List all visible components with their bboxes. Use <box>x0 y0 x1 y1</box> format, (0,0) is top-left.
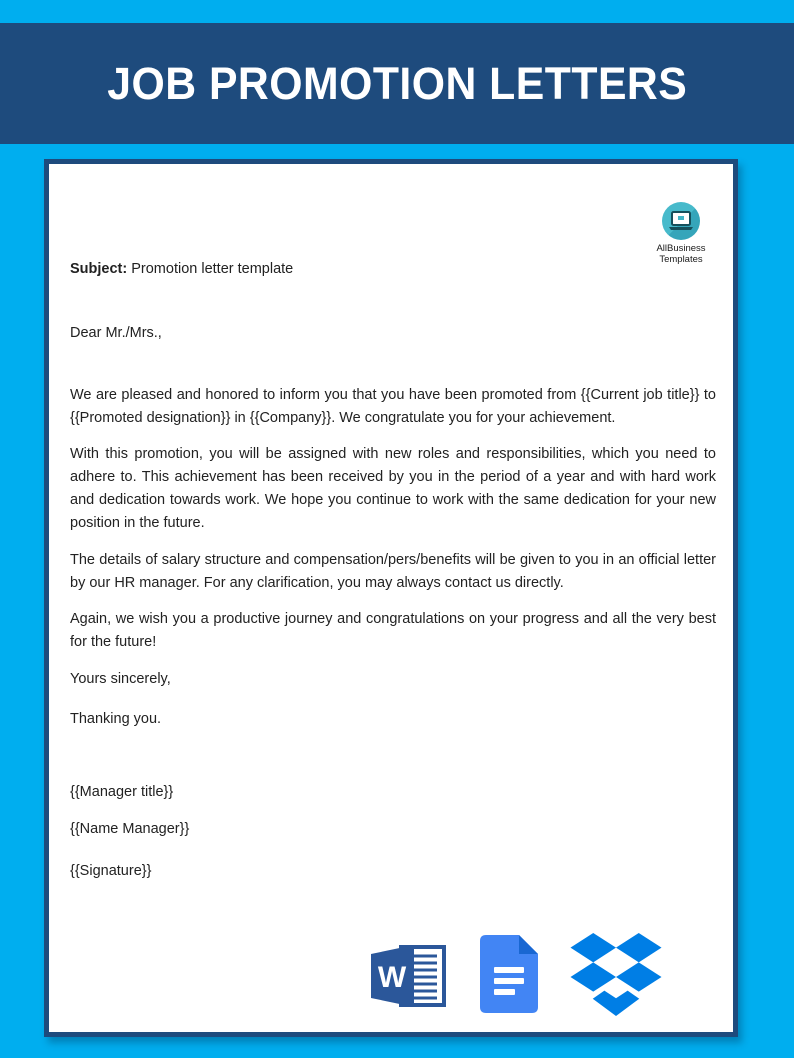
paragraph-2: With this promotion, you will be assigned with new roles and responsibilities, which you need to adhere to. This achievement has been received by you in the period of a year and with hard work and dedication towards work. We hope you continue to work with the same dedication for your new position in the future. <box>70 446 716 531</box>
microsoft-word-icon[interactable] <box>367 942 447 1010</box>
paragraph-4: Again, we wish you a productive journey and congratulations on your progress and all the very best for the future! <box>70 611 716 650</box>
signoff-sincerely: Yours sincerely, <box>70 671 171 687</box>
placeholder-manager-name: {{Name Manager}} <box>70 821 190 837</box>
salutation: Dear Mr./Mrs., <box>70 325 162 341</box>
laptop-icon <box>662 202 700 240</box>
google-docs-icon[interactable] <box>480 935 538 1013</box>
paragraph-3: The details of salary structure and compensation/pers/benefits will be given to you in an official letter by our HR manager. For any clarification, you may always contact us directly. <box>70 552 716 591</box>
subject-value: Promotion letter template <box>131 261 294 277</box>
dropbox-icon[interactable] <box>570 933 662 1021</box>
placeholder-signature: {{Signature}} <box>70 863 152 879</box>
paragraph-1: We are pleased and honored to inform you that you have been promoted from {{Current job title}} to {{Promoted designation}} in {{Company}}. We congratulate you for your achievement. <box>70 387 716 426</box>
word-glyph: W <box>377 961 407 994</box>
header-band <box>0 23 794 144</box>
allbusiness-templates-logo[interactable] <box>649 202 713 265</box>
letter-paper <box>44 159 738 1037</box>
placeholder-manager-title: {{Manager title}} <box>70 784 174 800</box>
signoff-thanking: Thanking you. <box>70 711 162 727</box>
brand-line2: Templates <box>659 254 703 265</box>
subject-label: Subject: <box>70 261 128 277</box>
page-title: JOB PROMOTION LETTERS <box>106 57 688 109</box>
subject-line <box>70 258 716 281</box>
brand-line1: AllBusiness <box>656 243 706 254</box>
